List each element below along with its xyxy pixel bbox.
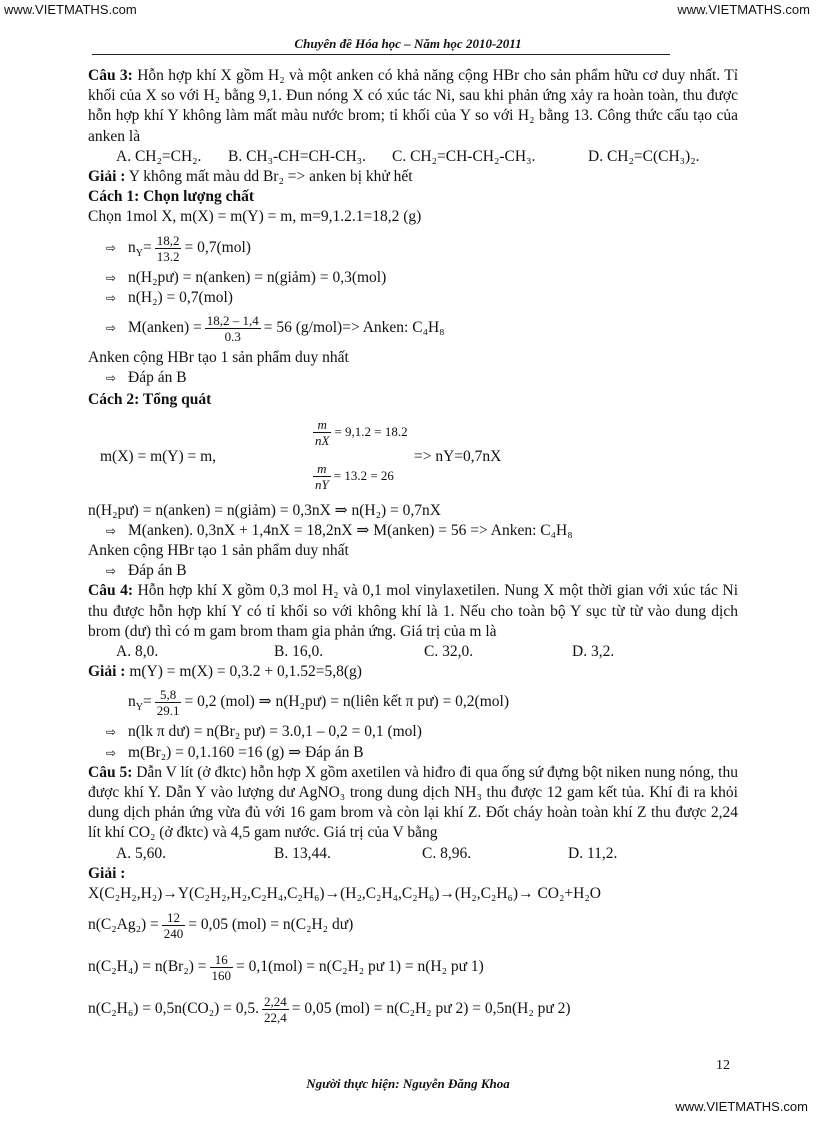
q4-option-a: A. 8,0. [116,643,159,661]
q4-option-b: B. 16,0. [274,643,324,661]
q5-line-3-lhs: n(C₂H₆) = 0,5n(CO₂) = 0,5. [88,1000,260,1018]
fraction-denominator: 13.2 [156,248,180,264]
site-label-right: www.VIETMATHS.com [677,2,810,17]
q3-m2-line-2: n(H₂pư) = n(anken) = n(giảm) = 0,3nX ⇒ n(H₂) = 0,7nX [88,501,441,519]
page-header-title: Chuyên đề Hóa học – Năm học 2010-2011 [294,36,522,51]
q3-m2-eq2-rhs: = 13.2 = 26 [333,467,394,483]
q5-option-b: B. 13,44. [274,844,331,862]
q4-line-4-text: m(Br₂) = 0,1.160 =16 (g) ⇒ Đáp án B [128,743,364,761]
fraction [210,952,234,983]
arrow-icon: ⇨ [106,564,117,579]
fraction [313,461,331,492]
question-3 [88,66,738,147]
q3-m1-m-rhs: = 56 (g/mol)=> Anken: C₄H₈ [263,319,445,337]
arrow-icon: ⇨ [106,321,117,336]
q5-line-1 [88,904,738,946]
q5-option-d: D. 11,2. [568,844,618,862]
q3-m1-line-4 [88,288,738,308]
q5-line-2-rhs: = 0,1(mol) = n(C₂H₂ pư 1) = n(H₂ pư 1) [236,958,484,976]
q3-m2-line-3 [88,521,738,541]
fraction-numerator: 18,2 [156,232,180,248]
fraction-denominator: nX [315,432,330,448]
q4-option-d: D. 3,2. [572,643,615,661]
q3-option-c: C. CH₂=CH-CH₂-CH₃. [392,147,536,165]
q4-line-ny: $n_Y=$ $\frac{5,8}{29.1}$ = 0,2 (mol) ⇒ n(H₂pư) = n(liên kết π pư) = 0,2(mol) [128,687,509,719]
question-3-options [88,147,738,167]
fraction-numerator: 12 [162,910,186,926]
q4-ny-rhs: = 0,2 (mol) ⇒ n(H₂pư) = n(liên kết π pư) = 0,2(mol) [184,693,509,711]
q5-line-2-lhs: n(C₂H₄) = n(Br₂) = [88,958,207,976]
q3-m2-eq1-rhs: = 9,1.2 = 18.2 [334,423,408,439]
arrow-icon: ⇨ [106,745,117,760]
q3-m2-note: Anken cộng HBr tạo 1 sản phẩm duy nhất [88,542,349,560]
q3-m1-note: Anken cộng HBr tạo 1 sản phẩm duy nhất [88,349,349,367]
q5-line-1-lhs: n(C₂Ag₂) = [88,916,159,934]
q3-m2-lhs: m(X) = m(Y) = m, [100,447,217,465]
question-4-options [88,642,738,662]
q5-scheme: X(C₂H₂,H₂)→Y(C₂H₂,H₂,C₂H₄,C₂H₆)→(H₂,C₂H₄,C₂H₆)→(H₂,C₂H₆)→ CO₂+H₂O [88,885,601,903]
q3-solution-text: Y không mất màu dd Br₂ => anken bị khử hết [128,168,413,186]
q4-line-3-text: n(lk π dư) = n(Br₂ pư) = 3.0,1 – 0,2 = 0,1 (mol) [128,723,422,741]
question-5 [88,763,738,844]
q5-line-2 [88,946,738,988]
q5-line-3-rhs: = 0,05 (mol) = n(C₂H₂ pư 2) = 0,5n(H₂ pư 2) [291,1000,571,1018]
q3-option-b: B. CH₃-CH=CH-CH₃. [228,147,366,165]
question-5-options [88,844,738,864]
question-4-label: Câu 4: [88,582,134,600]
arrow-icon: ⇨ [106,371,117,386]
q5-line-1-rhs: = 0,05 (mol) = n(C₂H₂ dư) [188,916,354,934]
q3-solution-label: Giải : [88,168,126,186]
fraction [262,994,289,1025]
q4-line-4 [88,743,738,763]
q3-m1-line-1: Chọn 1mol X, m(X) = m(Y) = m, m=9,1.2.1=18,2 (g) [88,208,422,226]
fraction-numerator: m [313,461,331,477]
page-number: 12 [716,1058,730,1073]
q3-m1-answer [88,368,738,388]
fraction-numerator: 16 [210,952,234,968]
q5-line-3 [88,988,738,1030]
header-rule [92,54,670,55]
fraction [205,313,261,344]
question-3-label: Câu 3: [88,67,133,84]
fraction-denominator: 22,4 [264,1010,287,1026]
question-4-text: Hỗn hợp khí X gồm 0,3 mol H₂ và 0,1 mol vinylaxetilen. Nung X một thời gian với xúc tác Ni thu được hỗn hợp khí Y có tỉ khối so với không khí là 1. Nếu cho toàn bộ Y sục từ từ vào dung dịch brom (dư) thì có m gam brom tham gia phản ứng. Giá trị của m là [88,582,738,640]
fraction [313,417,331,448]
q4-solution-intro [88,662,738,682]
arrow-icon: ⇨ [106,270,117,285]
q3-m1-ny-lhs: n [128,238,136,256]
q3-m1-answer-text: Đáp án B [128,369,187,387]
arrow-icon: ⇨ [106,290,117,305]
fraction-denominator: 240 [163,926,184,942]
q3-m2-line-3-text: M(anken). 0,3nX + 1,4nX = 18,2nX ⇒ M(anken) = 56 => Anken: C₄H₈ [128,521,573,539]
q3-m2-result: => nY=0,7nX [414,447,502,465]
footer-author: Người thực hiện: Nguyễn Đăng Khoa [306,1076,510,1091]
q3-option-a: A. CH₂=CH₂. [116,147,202,165]
q5-option-a: A. 5,60. [116,844,166,862]
arrow-icon: ⇨ [106,240,117,255]
q4-solution-text: m(Y) = m(X) = 0,3.2 + 0,1.52=5,8(g) [129,663,362,681]
q3-m2-equation-1 [310,417,408,448]
q3-m1-ny-rhs: = 0,7(mol) [184,238,251,256]
site-label-left: www.VIETMATHS.com [4,2,137,17]
fraction [155,233,182,264]
q3-m1-m-lhs: M(anken) = [128,319,202,337]
fraction-denominator: 160 [211,968,231,984]
q4-option-c: C. 32,0. [424,643,474,661]
q3-m1-line-4-text: n(H₂) = 0,7(mol) [128,288,233,306]
question-3-text: Hỗn hợp khí X gồm H₂ và một anken có khả năng cộng HBr cho sản phẩm hữu cơ duy nhất. Tỉ khối của X so với H₂ bằng 9,1. Đun nóng X có xúc tác Ni, sau khi phản ứng xảy ra hoàn toàn, thu được hỗn hợp khí Y không làm mất màu nước brom; tỉ khối của Y so với H₂ bằng 13. Công thức cấu tạo của anken là [88,67,738,145]
q3-method-2-heading: Cách 2: Tổng quát [88,391,212,409]
fraction-denominator: 0.3 [224,328,241,344]
fraction-denominator: nY [315,476,329,492]
q3-m1-line-ny: ⇨ $n_Y=$ $\frac{18,2}{13.2}$ = 0,7(mol) [88,228,738,268]
document-body [88,66,738,1030]
fraction-numerator: 18,2 – 1,4 [206,312,259,328]
q3-solution-intro [88,167,738,187]
fraction [155,687,182,718]
question-5-label: Câu 5: [88,763,133,781]
q3-m1-line-m [88,308,738,348]
q4-line-3 [88,722,738,742]
fraction-denominator: 29.1 [156,703,180,719]
q3-option-d: D. CH₂=C(CH₃)₂. [588,147,700,165]
arrow-icon: ⇨ [106,725,117,740]
q3-method-1-heading: Cách 1: Chọn lượng chất [88,188,255,206]
q5-solution-label: Giải : [88,864,126,882]
fraction-numerator: 2,24 [264,994,287,1010]
question-5-text: Dẫn V lít (ở đktc) hỗn hợp X gồm axetilen và hiđro đi qua ống sứ đựng bột niken nung nóng, thu được khí Y. Dẫn Y vào lượng dư AgNO₃ trong dung dịch NH₃ thu được 12 gam kết tủa. Khí đi ra khỏi dung dịch phản ứng vừa đủ với 16 gam brom và còn lại khí Z. Đốt cháy hoàn toàn khí Z thu được 2,24 lít khí CO₂ (ở đktc) và 4,5 gam nước. Giá trị của V bằng [88,763,738,842]
question-4 [88,581,738,642]
q3-m1-line-3 [88,268,738,288]
q3-m1-line-3-text: n(H₂pư) = n(anken) = n(giảm) = 0,3(mol) [128,268,387,286]
q5-option-c: C. 8,96. [422,844,472,862]
q3-m2-answer [88,561,738,581]
q3-m2-equation-2 [310,461,394,492]
q3-m2-system [88,411,738,501]
fraction [162,910,186,941]
fraction-numerator: 5,8 [155,687,182,703]
fraction-numerator: m [313,417,331,433]
q3-m2-answer-text: Đáp án B [128,562,187,580]
site-label-bottom: www.VIETMATHS.com [675,1099,808,1114]
arrow-icon: ⇨ [106,523,117,538]
q4-solution-label: Giải : [88,663,126,681]
